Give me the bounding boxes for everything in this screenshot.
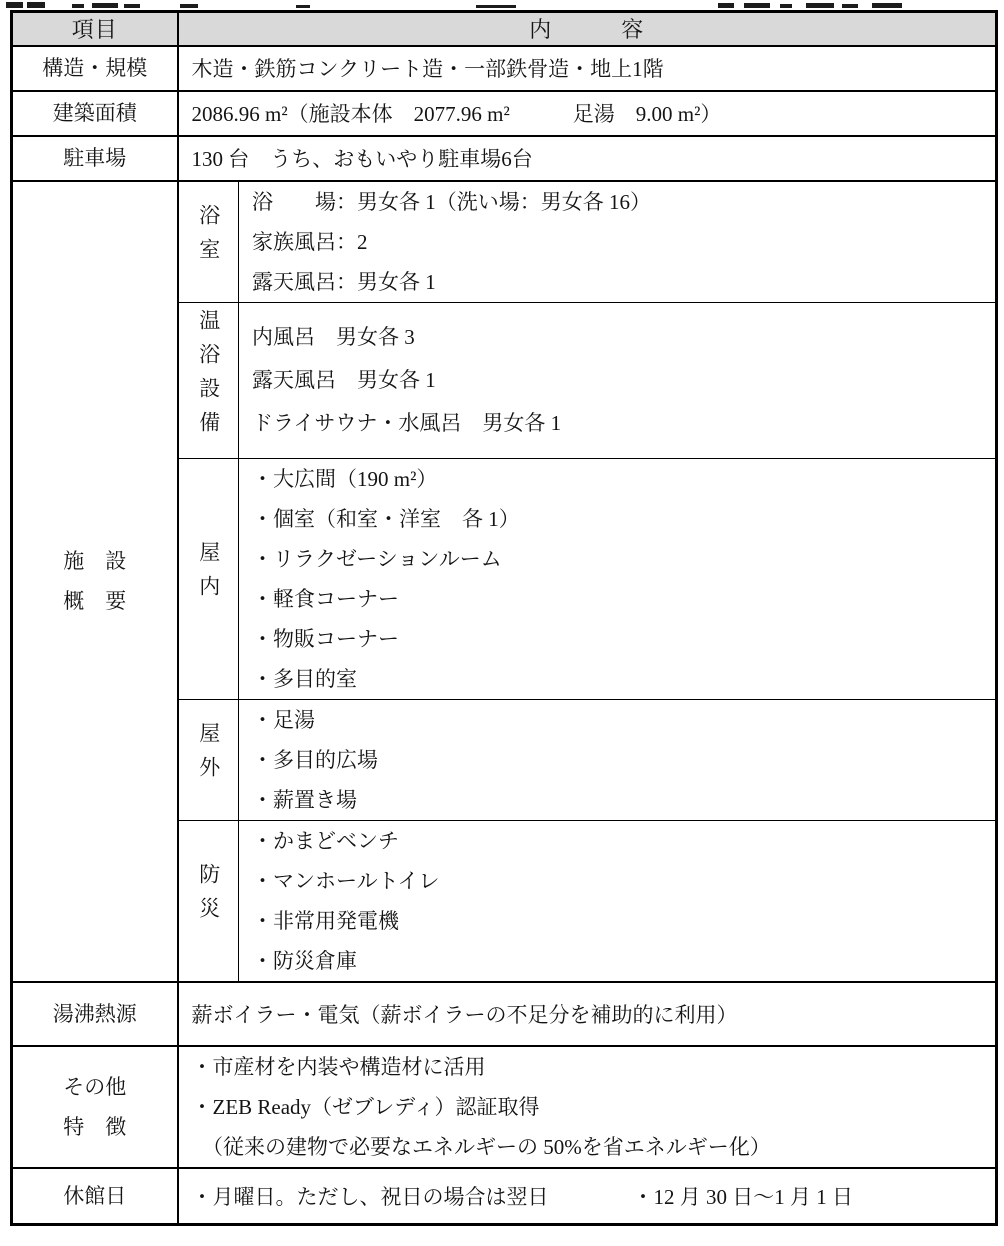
content-outdoor	[239, 699, 997, 820]
header-content-cell: 内 容	[178, 12, 997, 46]
text-line: 木造・鉄筋コンクリート造・一部鉄骨造・地上1階	[191, 57, 664, 81]
row-building-area	[12, 91, 997, 136]
table-header-row	[12, 12, 997, 46]
text-line: ・多目的室	[252, 666, 357, 691]
text-line: ・物販コーナー	[252, 626, 399, 651]
header-item-cell: 項目	[12, 12, 178, 46]
row-heat-source	[12, 982, 997, 1046]
row-parking-label: 駐車場	[12, 136, 178, 181]
text-line: ・個室（和室・洋室 各 1）	[252, 506, 520, 531]
text-line: ・薪置き場	[252, 787, 357, 812]
text-line: ・非常用発電機	[252, 908, 399, 933]
row-parking-content	[178, 136, 997, 181]
text-line: 2086.96 m²（施設本体 2077.96 m² 足湯 9.00 m²）	[191, 102, 722, 126]
text-line: ・防災倉庫	[252, 948, 357, 973]
text-line: ・多目的広場	[252, 747, 378, 772]
row-closed-days	[12, 1168, 997, 1225]
content-bath	[239, 181, 997, 303]
text-line: ・軽食コーナー	[252, 586, 399, 611]
text-line: 家族風呂：2	[252, 229, 368, 254]
row-facility-bath	[12, 181, 997, 303]
cropped-caption-fragments	[0, 0, 1004, 10]
text-line: （従来の建物で必要なエネルギーの 50%を省エネルギー化）	[191, 1134, 771, 1159]
text-line: 露天風呂 男女各 1	[252, 367, 436, 392]
sublabel-indoor: 屋内	[178, 458, 239, 699]
row-building-area-label: 建築面積	[12, 91, 178, 136]
sublabel-disaster-prevention: 防災	[178, 820, 239, 982]
text-line: ・リラクゼーションルーム	[252, 546, 502, 571]
facility-overview-table	[10, 10, 998, 1226]
content-hot-bath-equipment	[239, 302, 997, 458]
text-line: ドライサウナ・水風呂 男女各 1	[252, 410, 562, 435]
row-heat-source-content	[178, 982, 997, 1046]
row-structure-label: 構造・規模	[12, 46, 178, 91]
sublabel-bath: 浴室	[178, 181, 239, 303]
row-other-features-content	[178, 1046, 997, 1168]
text-line: ・市産材を内装や構造材に活用	[191, 1054, 486, 1079]
text-line: 露天風呂：男女各 1	[252, 269, 436, 294]
row-other-features-label: その他 特 徴	[12, 1046, 178, 1168]
row-other-features	[12, 1046, 997, 1168]
row-structure	[12, 46, 997, 91]
text-line: ・月曜日。ただし、祝日の場合は翌日 ・12 月 30 日～1 月 1 日	[191, 1184, 853, 1209]
text-line: 薪ボイラー・電気（薪ボイラーの不足分を補助的に利用）	[191, 1002, 738, 1027]
row-parking	[12, 136, 997, 181]
sublabel-outdoor: 屋外	[178, 699, 239, 820]
content-disaster-prevention	[239, 820, 997, 982]
text-line: ・大広間（190 m²）	[252, 466, 438, 491]
text-line: 130 台 うち、おもいやり駐車場6台	[191, 147, 533, 171]
text-line: ・かまどベンチ	[252, 828, 399, 853]
text-line: ・足湯	[252, 707, 315, 732]
row-structure-content	[178, 46, 997, 91]
text-line: ・マンホールトイレ	[252, 868, 440, 893]
row-closed-days-label: 休館日	[12, 1168, 178, 1225]
text-line: 内風呂 男女各 3	[252, 324, 415, 349]
content-indoor	[239, 458, 997, 699]
row-facility-overview-label: 施 設 概 要	[12, 181, 178, 982]
text-line: ・ZEB Ready（ゼブレディ）認証取得	[191, 1094, 540, 1119]
sublabel-hot-bath-equipment: 温浴設備	[178, 302, 239, 458]
row-building-area-content	[178, 91, 997, 136]
row-closed-days-content	[178, 1168, 997, 1225]
text-line: 浴 場：男女各 1（洗い場：男女各 16）	[252, 189, 651, 214]
row-heat-source-label: 湯沸熱源	[12, 982, 178, 1046]
